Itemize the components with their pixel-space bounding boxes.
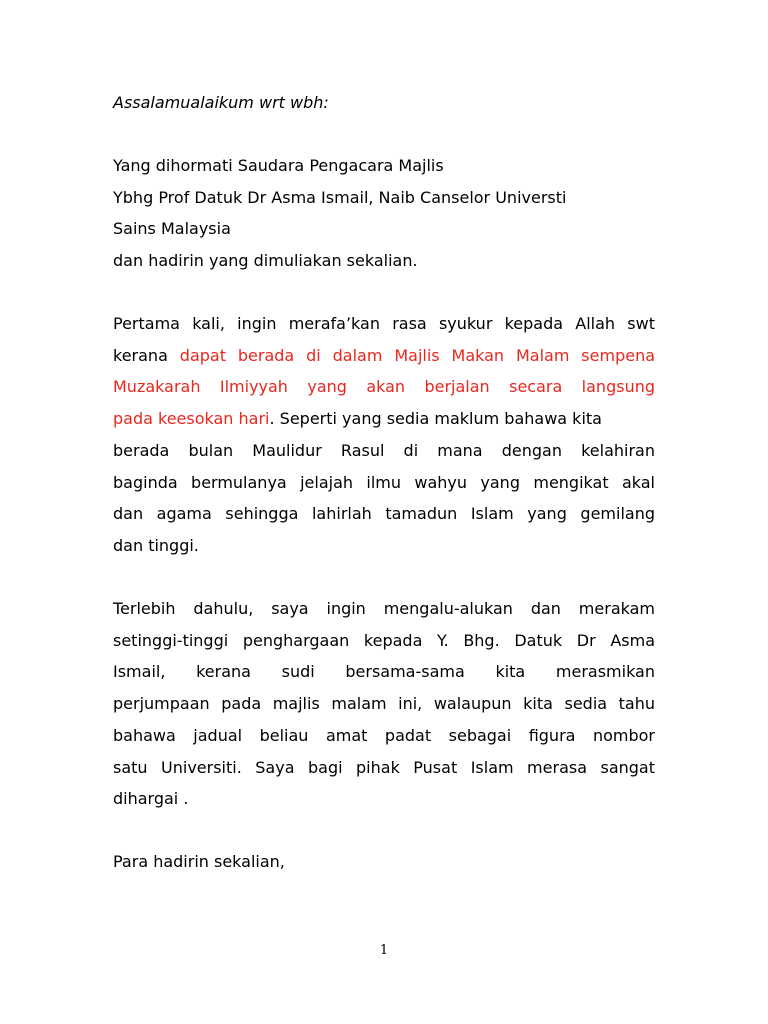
greeting: Assalamualaikum wrt wbh: [113,93,329,112]
paragraph-line: Ismail, kerana sudi bersama-sama kita merasmikan [113,662,655,681]
paragraph-line: perjumpaan pada majlis malam ini, walaupun kita sedia tahu [113,694,655,713]
paragraph-line: bahawa jadual beliau amat padat sebagai figura nombor [113,726,655,745]
highlighted-text: pada keesokan hari [113,409,270,428]
paragraph-line: Pertama kali, ingin merafa’kan rasa syukur kepada Allah swt [113,314,655,333]
highlighted-text: dapat berada di dalam Majlis Makan Malam sempena [179,346,656,365]
highlighted-text: Muzakarah Ilmiyyah yang akan berjalan secara langsung [113,377,655,396]
salutation-line: Yang dihormati Saudara Pengacara Majlis [113,156,444,175]
salutation-line: Ybhg Prof Datuk Dr Asma Ismail, Naib Canselor Universti [113,188,567,207]
paragraph-line: baginda bermulanya jelajah ilmu wahyu yang mengikat akal [113,473,655,492]
paragraph-line: dan agama sehingga lahirlah tamadun Islam yang gemilang [113,504,655,523]
salutation-line: dan hadirin yang dimuliakan sekalian. [113,251,418,270]
paragraph-line: Terlebih dahulu, saya ingin mengalu-alukan dan merakam [113,599,655,618]
paragraph-line: dihargai . [113,789,189,808]
paragraph-line: satu Universiti. Saya bagi pihak Pusat Islam merasa sangat [113,758,655,777]
text-span: kerana [113,346,180,365]
closing-line: Para hadirin sekalian, [113,852,285,871]
text-span: . Seperti yang sedia maklum bahawa kita [269,409,602,428]
paragraph-line [113,409,602,429]
paragraph-line: berada bulan Maulidur Rasul di mana dengan kelahiran [113,441,655,460]
paragraph-line: setinggi-tinggi penghargaan kepada Y. Bhg. Datuk Dr Asma [113,631,655,650]
salutation-line: Sains Malaysia [113,219,231,238]
paragraph-line: dan tinggi. [113,536,199,555]
page-number: 1 [379,943,389,958]
paragraph-line [113,346,655,366]
